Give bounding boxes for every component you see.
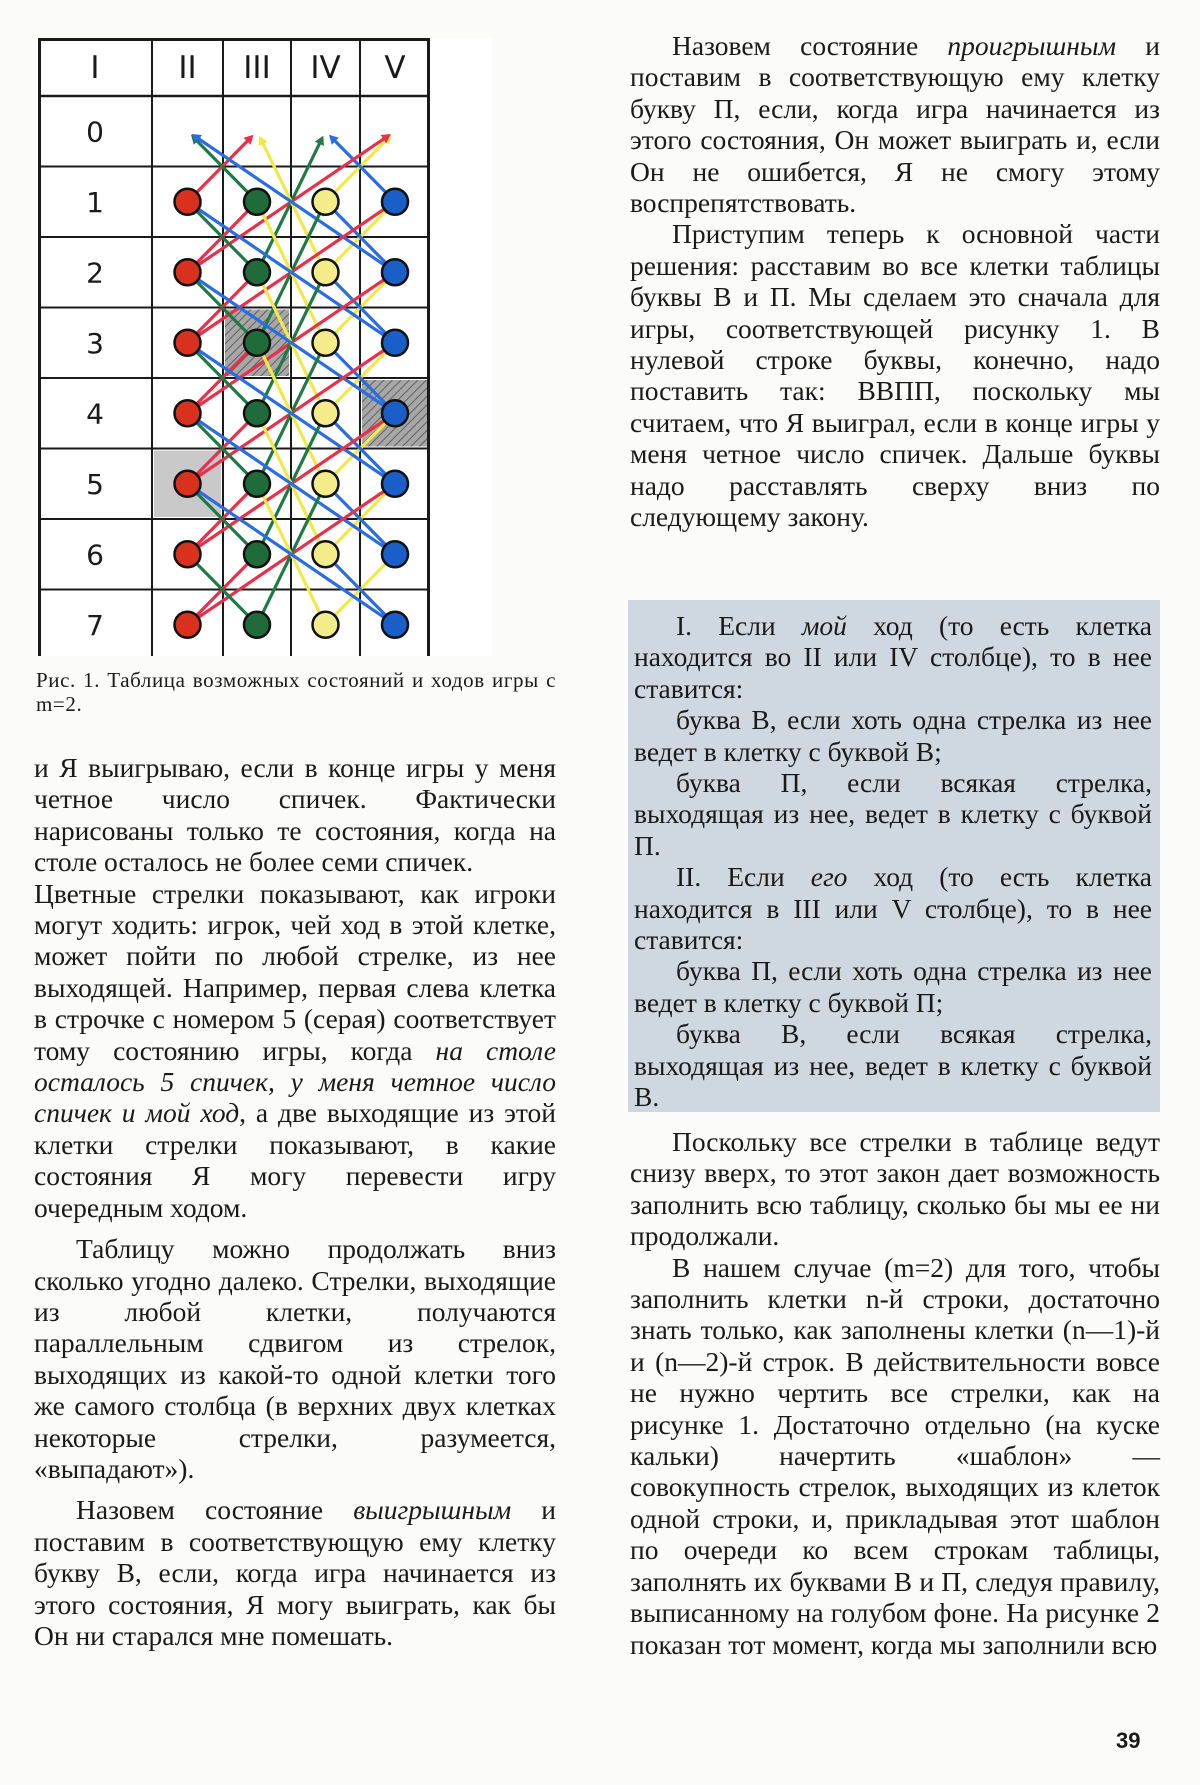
state-circle <box>244 471 270 497</box>
text: и поставим в соответствующую ему клетку букву П, если, когда игра начинается из этого состояния, Он может выиграть и, если Он не ошибется, Я не смогу этому воспрепятствовать. <box>630 30 1161 219</box>
rule-1a <box>634 704 1152 767</box>
paragraph <box>630 30 1160 218</box>
state-circle <box>382 471 408 497</box>
row-label: 2 <box>86 256 104 290</box>
state-circle <box>382 612 408 638</box>
left-column <box>34 752 556 1651</box>
column-header: V <box>384 50 406 86</box>
state-circle <box>175 330 201 356</box>
state-circle <box>175 259 201 285</box>
right-column-bottom <box>630 1126 1160 1660</box>
right-column-top <box>630 30 1160 533</box>
text: и поставим в соответствующую ему клетку букву В, если, когда игра начинается из этого состояния, Я могу выиграть, как бы Он ни старался мне помешать. <box>34 1494 557 1651</box>
text: буква П, если хоть одна стрелка из нее ведет в клетку с буквой П; <box>634 955 1152 1018</box>
state-circle <box>175 400 201 426</box>
column-header: III <box>243 50 271 86</box>
row-label: 7 <box>86 608 104 642</box>
text: Цветные стрелки показывают, как игроки могут ходить: игрок, чей ход в этой клетке, может пойти по любой стрелке, из нее выходящей. Например, первая слева клетка в строчке с номером 5 (серая) соответствует тому состоянию игры, когда <box>34 877 556 1066</box>
text: ход (то есть клетка находится во II или IV столбце), то в нее ставится: <box>634 610 1152 704</box>
state-circle <box>244 189 270 215</box>
rules-highlight-box <box>628 600 1160 1112</box>
state-circle <box>244 612 270 638</box>
state-circle <box>382 330 408 356</box>
state-circle <box>382 189 408 215</box>
paragraph <box>630 218 1160 532</box>
emphasis: проигрышным <box>947 30 1117 61</box>
state-circle <box>244 259 270 285</box>
text: ход (то есть клетка находится в III или V столбце), то в нее ставится: <box>634 861 1152 956</box>
rule-1 <box>634 610 1152 704</box>
state-circle <box>175 541 201 567</box>
text: Поскольку все стрелки в таблице ведут снизу вверх, то этот закон дает возможность заполнить всю таблицу, сколько бы мы ее ни продолжали. <box>630 1126 1160 1252</box>
figure-caption <box>36 668 556 716</box>
state-circle <box>313 471 339 497</box>
state-circle <box>313 612 339 638</box>
state-circle <box>244 400 270 426</box>
rule-2a <box>634 955 1152 1018</box>
state-circle <box>244 330 270 356</box>
state-circle <box>313 541 339 567</box>
rule-1b <box>634 767 1152 861</box>
text: буква В, если всякая стрелка, выходящая из нее, ведет в клетку с буквой В. <box>634 1018 1152 1113</box>
state-circle <box>382 541 408 567</box>
row-label: 4 <box>86 397 104 431</box>
state-circle <box>313 400 339 426</box>
emphasis: выигрышным <box>353 1494 512 1526</box>
column-header: II <box>178 50 197 86</box>
state-circle <box>175 612 201 638</box>
state-circle <box>382 400 408 426</box>
paragraph <box>630 1126 1160 1252</box>
paragraph <box>34 878 556 1223</box>
text: , а две выходящие из этой клетки стрелки показывают, в какие состояния Я могу перевести игру очередным ходом. <box>34 1097 557 1223</box>
paragraph <box>34 1233 556 1484</box>
state-circle <box>313 330 339 356</box>
text: и Я выигрываю, если в конце игры у меня четное число спичек. Фактически нарисованы только те состояния, когда на столе осталось не более семи спичек. <box>34 752 556 878</box>
paragraph <box>34 752 556 878</box>
caption-text: Рис. 1. Таблица возможных состояний и ходов игры с m=2. <box>36 668 556 716</box>
game-state-table-figure <box>38 38 492 656</box>
text: Назовем состояние <box>672 30 948 61</box>
row-label: 6 <box>86 538 104 572</box>
emphasis: его <box>810 861 848 893</box>
text: Таблицу можно продолжать вниз сколько угодно далеко. Стрелки, выходящие из любой клетки, получаются параллельным сдвигом из стрелок, выходящих из какой-то одной клетки того же самого столбца (в верхних двух клетках некоторые стрелки, разумеется, «выпадают»). <box>34 1233 556 1484</box>
column-header: I <box>90 50 100 86</box>
state-circle <box>382 259 408 285</box>
paragraph <box>630 1252 1160 1660</box>
text: буква В, если хоть одна стрелка из нее ведет в клетку с буквой В; <box>634 704 1152 767</box>
paragraph <box>34 1494 556 1651</box>
emphasis: на столе осталось 5 спичек, у меня четное число спичек и мой ход <box>34 1034 557 1129</box>
row-label: 0 <box>86 115 104 149</box>
text: II. Если <box>676 861 811 893</box>
row-label: 1 <box>86 185 104 219</box>
rule-2b <box>634 1018 1152 1112</box>
text: буква П, если всякая стрелка, выходящая из нее, ведет в клетку с буквой П. <box>634 767 1152 861</box>
state-circle <box>313 259 339 285</box>
text: Приступим теперь к основной части решения: расставим во все клетки таблицы буквы В и П. Мы сделаем это сначала для игры, соответствующей рисунку 1. В нулевой строке буквы, конечно, надо поставить так: ВВПП, поскольку мы считаем, что Я выиграл, если в конце игры у меня четное число спичек. Дальше буквы надо расставлять сверху вниз по следующему закону. <box>630 218 1160 533</box>
column-header: IV <box>310 50 341 86</box>
emphasis: мой <box>801 610 847 641</box>
rule-2 <box>634 861 1152 955</box>
text: Назовем состояние <box>76 1494 354 1526</box>
state-circle <box>175 189 201 215</box>
page-number: 39 <box>1116 1728 1141 1753</box>
text: I. Если <box>676 610 802 641</box>
row-label: 5 <box>86 467 104 501</box>
state-circle <box>175 471 201 497</box>
text: В нашем случае (m=2) для того, чтобы заполнить клетки n-й строки, достаточно знать только, как заполнены клетки (n—1)-й и (n—2)-й строк. В действительности вовсе не нужно чертить все стрелки, как на рисунке 1. Достаточно отдельно (на куске кальки) начертить «шаблон» — совокупность стрелок, выходящих из клеток одной строки, и, прикладывая этот шаблон по очереди ко всем строкам таблицы, заполнять их буквами В и П, следуя правилу, выписанному на голубом фоне. На рисунке 2 показан тот момент, когда мы заполнили всю <box>630 1251 1160 1660</box>
state-circle <box>244 541 270 567</box>
state-circle <box>313 189 339 215</box>
row-label: 3 <box>86 326 104 360</box>
